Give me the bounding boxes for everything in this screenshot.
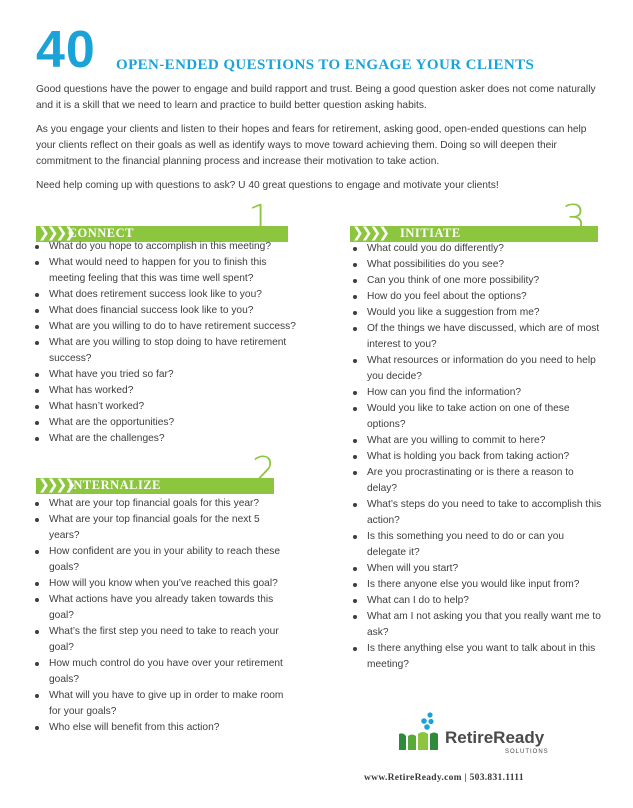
- list-item: What has worked?: [34, 383, 296, 399]
- section-label: INITIATE: [400, 226, 461, 240]
- chevrons-icon: ❯❯❯❯: [38, 225, 73, 241]
- list-item: Can you think of one more possibility?: [352, 273, 602, 289]
- list-item: What’s steps do you need to take to accomplish this action?: [352, 497, 602, 529]
- intro-paragraph: Need help coming up with questions to ask? U 40 great questions to engage and motivate your clients!: [36, 180, 499, 191]
- list-item: What can I do to help?: [352, 593, 602, 609]
- page-title: OPEN-ENDED QUESTIONS TO ENGAGE YOUR CLIENTS: [116, 57, 535, 73]
- list-item: What could you do differently?: [352, 241, 602, 257]
- list-item: Is there anything else you want to talk about in this meeting?: [352, 641, 602, 673]
- intro-text: [36, 82, 598, 202]
- logo-tagline: SOLUTIONS: [505, 749, 549, 755]
- connect-list: [34, 239, 296, 447]
- section-number: 3: [561, 197, 586, 241]
- list-item: What hasn’t worked?: [34, 399, 296, 415]
- initiate-list: [352, 241, 602, 673]
- list-item: What have you tried so far?: [34, 367, 296, 383]
- list-item: Would you like a suggestion from me?: [352, 305, 602, 321]
- list-item: Of the things we have discussed, which are of most interest to you?: [352, 321, 602, 353]
- chevrons-icon: ❯❯❯❯: [352, 225, 387, 241]
- list-item: What resources or information do you need to help you decide?: [352, 353, 602, 385]
- section-label: INTERNALIZE: [68, 478, 162, 492]
- list-item: What are your top financial goals for this year?: [34, 496, 292, 512]
- list-item: What are the opportunities?: [34, 415, 296, 431]
- logo-mark-icon: [397, 712, 441, 752]
- list-item: What actions have you already taken towards this goal?: [34, 592, 292, 624]
- section-number: 1: [247, 197, 272, 241]
- list-item: What are you willing to do to have retirement success?: [34, 319, 296, 335]
- list-item: Would you like to take action on one of these options?: [352, 401, 602, 433]
- section-number: 2: [251, 449, 276, 493]
- list-item: How can you find the information?: [352, 385, 602, 401]
- list-item: What possibilities do you see?: [352, 257, 602, 273]
- list-item: What does retirement success look like to you?: [34, 287, 296, 303]
- list-item: How much control do you have over your retirement goals?: [34, 656, 292, 688]
- list-item: How confident are you in your ability to reach these goals?: [34, 544, 292, 576]
- list-item: How will you know when you’ve reached this goal?: [34, 576, 292, 592]
- list-item: What do you hope to accomplish in this meeting?: [34, 239, 296, 255]
- section-bar: [350, 226, 598, 242]
- list-item: When will you start?: [352, 561, 602, 577]
- list-item: What’s the first step you need to take to reach your goal?: [34, 624, 292, 656]
- intro-paragraph: Good questions have the power to engage and build rapport and trust. Being a good question asker does not come naturally and it is a skill that we need to learn and practice to build better question asking habits.: [36, 84, 596, 111]
- list-item: What will you have to give up in order to make room for your goals?: [34, 688, 292, 720]
- list-item: What is holding you back from taking action?: [352, 449, 602, 465]
- internalize-list: [34, 496, 292, 736]
- section-header-connect: [36, 197, 290, 242]
- list-item: What are you willing to commit to here?: [352, 433, 602, 449]
- list-item: What would need to happen for you to finish this meeting feeling that this was time well spent?: [34, 255, 296, 287]
- header-number: 40: [36, 21, 96, 79]
- list-item: How do you feel about the options?: [352, 289, 602, 305]
- logo-name: RetireReady: [445, 728, 545, 747]
- list-item: Who else will benefit from this action?: [34, 720, 292, 736]
- list-item: What am I not asking you that you really want me to ask?: [352, 609, 602, 641]
- section-header-initiate: [350, 197, 600, 242]
- list-item: What does financial success look like to you?: [34, 303, 296, 319]
- list-item: What are the challenges?: [34, 431, 296, 447]
- section-header-internalize: [36, 449, 290, 494]
- footer-contact: www.RetireReady.com | 503.831.1111: [364, 773, 524, 783]
- list-item: What are you willing to stop doing to have retirement success?: [34, 335, 296, 367]
- list-item: What are your top financial goals for the next 5 years?: [34, 512, 292, 544]
- list-item: Is this something you need to do or can you delegate it?: [352, 529, 602, 561]
- intro-paragraph: As you engage your clients and listen to their hopes and fears for retirement, asking good, open-ended questions can help your clients reflect on their goals as well as identify ways to move toward achieving them. Doing so will deepen their commitment to the financial planning process and increase their motivation to take action.: [36, 124, 587, 167]
- chevrons-icon: ❯❯❯❯: [38, 477, 73, 493]
- retireready-logo: [397, 712, 577, 762]
- page-header: [36, 21, 616, 79]
- list-item: Are you procrastinating or is there a reason to delay?: [352, 465, 602, 497]
- list-item: Is there anyone else you would like input from?: [352, 577, 602, 593]
- section-label: CONNECT: [68, 226, 135, 240]
